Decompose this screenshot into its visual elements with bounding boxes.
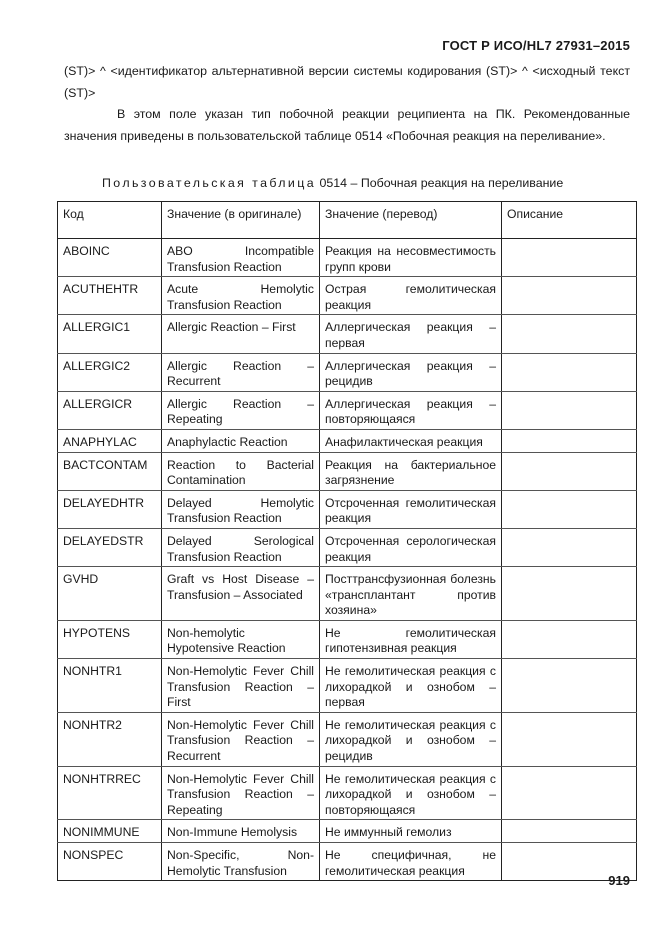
cell-description: [502, 766, 637, 820]
paragraph-1: (ST)> ^ <идентификатор альтернативной версии системы кодирования (ST)> ^ <исходный текст (ST)>: [64, 64, 630, 100]
cell-description: [502, 452, 637, 490]
cell-original-name: Acute Hemolytic Transfusion Reaction: [162, 277, 320, 315]
cell-translation: Реакция на бактериальное загрязнение: [320, 452, 502, 490]
cell-original-name: ABO Incompatible Transfusion Reaction: [162, 239, 320, 277]
cell-original-name: Anaphylactic Reaction: [162, 429, 320, 452]
cell-code: ALLERGICR: [58, 391, 162, 429]
cell-code: ANAPHYLAC: [58, 429, 162, 452]
cell-translation: Не гемолитическая гипотензивная реакция: [320, 620, 502, 658]
cell-code: NONHTRREC: [58, 766, 162, 820]
cell-original-name: Delayed Hemolytic Transfusion Reaction: [162, 490, 320, 528]
cell-description: [502, 277, 637, 315]
cell-description: [502, 528, 637, 566]
cell-translation: Отсроченная гемолитическая реакция: [320, 490, 502, 528]
cell-original-name: Non-Hemolytic Fever Chill Transfusion Reaction – First: [162, 659, 320, 713]
table-row: [58, 712, 637, 766]
cell-original-name: Reaction to Bacterial Contamination: [162, 452, 320, 490]
cell-translation: Не гемолитическая реакция с лихорадкой и ознобом – рецидив: [320, 712, 502, 766]
cell-translation: Не специфичная, не гемолитическая реакция: [320, 843, 502, 881]
reaction-table: [57, 201, 637, 881]
cell-description: [502, 659, 637, 713]
table-row: [58, 315, 637, 353]
cell-translation: Отсроченная серологическая реакция: [320, 528, 502, 566]
cell-original-name: Non-hemolytic Hypotensive Reaction: [162, 620, 320, 658]
cell-original-name: Non-Hemolytic Fever Chill Transfusion Reaction – Recurrent: [162, 712, 320, 766]
cell-translation: Острая гемолитическая реакция: [320, 277, 502, 315]
cell-code: NONHTR1: [58, 659, 162, 713]
cell-description: [502, 429, 637, 452]
cell-translation: Аллергическая реакция – первая: [320, 315, 502, 353]
document-header: ГОСТ Р ИСО/HL7 27931–2015: [442, 38, 630, 53]
cell-original-name: Non-Hemolytic Fever Chill Transfusion Reaction – Repeating: [162, 766, 320, 820]
table-caption-rest: 0514 – Побочная реакция на переливание: [319, 176, 564, 190]
cell-code: GVHD: [58, 567, 162, 621]
cell-original-name: Allergic Reaction – Recurrent: [162, 353, 320, 391]
cell-translation: Не гемолитическая реакция с лихорадкой и ознобом – первая: [320, 659, 502, 713]
cell-translation: Не гемолитическая реакция с лихорадкой и ознобом – повторяющаяся: [320, 766, 502, 820]
table-row: [58, 766, 637, 820]
cell-code: NONHTR2: [58, 712, 162, 766]
cell-translation: Посттрансфузионная болезнь «трансплантант против хозяина»: [320, 567, 502, 621]
cell-description: [502, 567, 637, 621]
table-row: [58, 429, 637, 452]
table-caption: [102, 176, 563, 190]
cell-translation: Анафилактическая реакция: [320, 429, 502, 452]
cell-code: ALLERGIC1: [58, 315, 162, 353]
table-row: [58, 567, 637, 621]
cell-code: DELAYEDSTR: [58, 528, 162, 566]
cell-description: [502, 620, 637, 658]
cell-original-name: Delayed Serological Transfusion Reaction: [162, 528, 320, 566]
table-row: [58, 277, 637, 315]
table-row: [58, 659, 637, 713]
table-row: [58, 528, 637, 566]
cell-code: ACUTHEHTR: [58, 277, 162, 315]
cell-original-name: Allergic Reaction – First: [162, 315, 320, 353]
cell-code: ABOINC: [58, 239, 162, 277]
cell-code: NONIMMUNE: [58, 820, 162, 843]
paragraph-2: В этом поле указан тип побочной реакции реципиента на ПК. Рекомендованные значения приведены в пользовательской таблице 0514 «Побочная реакция на переливание».: [64, 107, 630, 143]
cell-description: [502, 820, 637, 843]
cell-translation: Не иммунный гемолиз: [320, 820, 502, 843]
cell-original-name: Allergic Reaction – Repeating: [162, 391, 320, 429]
cell-code: ALLERGIC2: [58, 353, 162, 391]
cell-code: BACTCONTAM: [58, 452, 162, 490]
column-header-original: Значение (в оригинале): [162, 202, 320, 239]
table-row: [58, 452, 637, 490]
cell-code: DELAYEDHTR: [58, 490, 162, 528]
cell-description: [502, 239, 637, 277]
page-number: 919: [608, 873, 630, 888]
cell-translation: Реакция на несовместимость групп крови: [320, 239, 502, 277]
cell-original-name: Non-Specific, Non-Hemolytic Transfusion: [162, 843, 320, 881]
table-body: [58, 239, 637, 881]
cell-description: [502, 315, 637, 353]
column-header-translation: Значение (перевод): [320, 202, 502, 239]
table-row: [58, 620, 637, 658]
table-caption-prefix: Пользовательская таблица: [102, 176, 317, 190]
cell-original-name: Non-Immune Hemolysis: [162, 820, 320, 843]
cell-original-name: Graft vs Host Disease – Transfusion – Associated: [162, 567, 320, 621]
cell-description: [502, 712, 637, 766]
table-row: [58, 490, 637, 528]
cell-code: NONSPEC: [58, 843, 162, 881]
column-header-code: Код: [58, 202, 162, 239]
table-row: [58, 391, 637, 429]
cell-description: [502, 353, 637, 391]
cell-description: [502, 490, 637, 528]
cell-translation: Аллергическая реакция – повторяющаяся: [320, 391, 502, 429]
table-header-row: [58, 202, 637, 239]
cell-translation: Аллергическая реакция – рецидив: [320, 353, 502, 391]
column-header-description: Описание: [502, 202, 637, 239]
cell-description: [502, 391, 637, 429]
table-row: [58, 239, 637, 277]
table-row: [58, 843, 637, 881]
table-row: [58, 820, 637, 843]
cell-code: HYPOTENS: [58, 620, 162, 658]
table-row: [58, 353, 637, 391]
